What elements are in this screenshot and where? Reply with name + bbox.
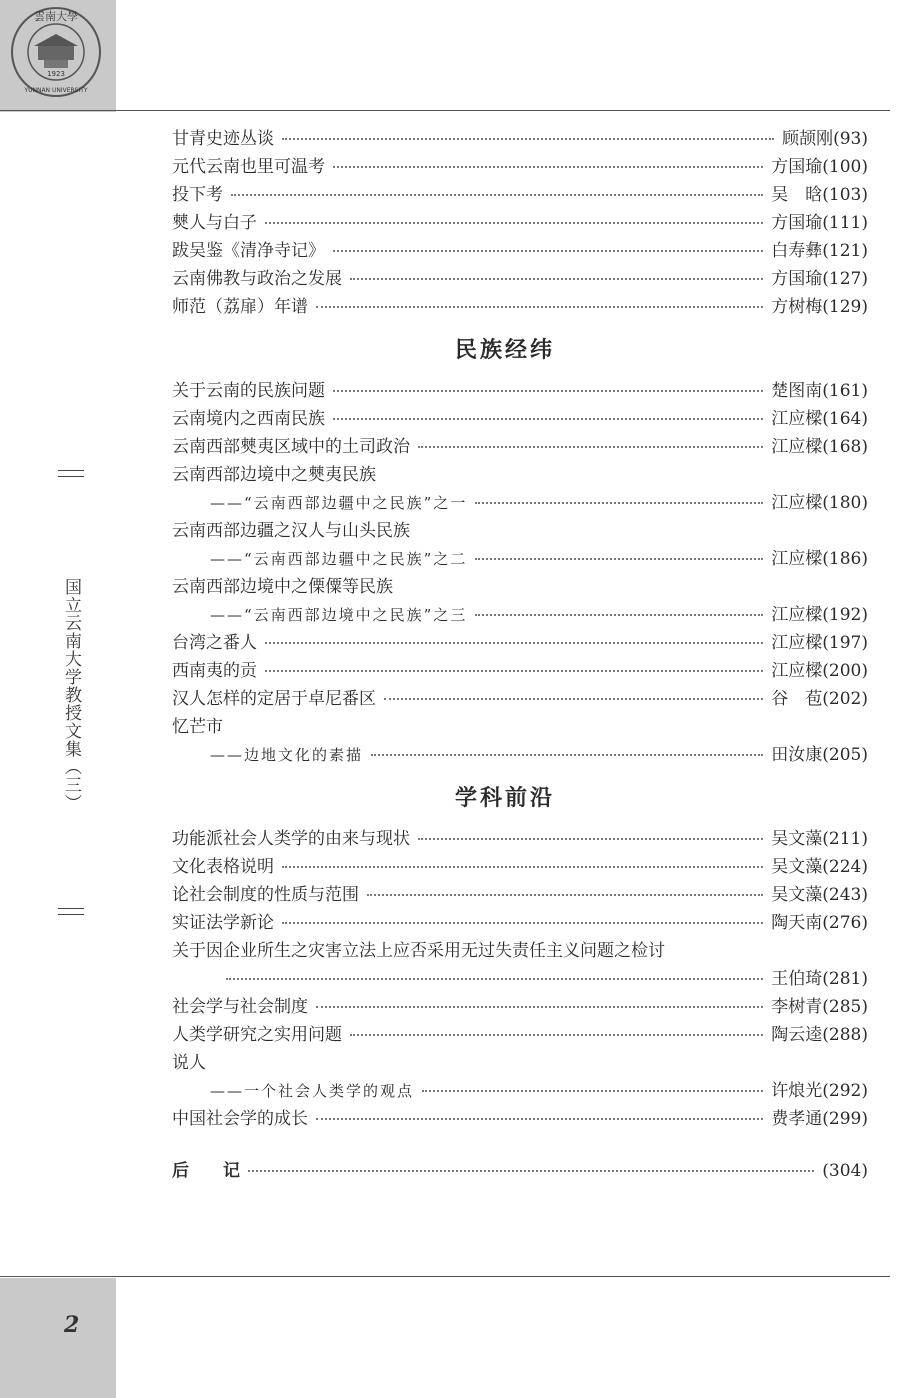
toc-entry[interactable] (172, 880, 868, 908)
leader-dots (475, 557, 763, 560)
toc-entry-title-line[interactable] (172, 936, 868, 964)
entry-author: 方国瑜 (771, 157, 823, 177)
toc-entry[interactable] (172, 628, 868, 656)
entry-page: (192) (822, 605, 868, 625)
leader-dots (371, 753, 763, 756)
leader-dots (384, 697, 763, 700)
entry-page: (276) (822, 913, 868, 933)
entry-page: (304) (822, 1161, 868, 1181)
entry-page: (243) (822, 885, 868, 905)
entry-title: 论社会制度的性质与范围 (172, 885, 359, 905)
leader-dots (265, 669, 763, 672)
entry-page: (121) (822, 241, 868, 261)
toc-entry[interactable] (172, 404, 868, 432)
toc-entry-subtitle-line[interactable] (172, 1076, 868, 1104)
leader-dots (418, 445, 763, 448)
entry-author: 江应樑 (771, 633, 823, 653)
entry-author: 楚图南 (771, 381, 823, 401)
leader-dots (333, 417, 763, 420)
entry-author: 江应樑 (771, 661, 823, 681)
entry-author: 陶天南 (771, 913, 823, 933)
footer-rule (0, 1276, 890, 1277)
entry-page: (168) (822, 437, 868, 457)
leader-dots (282, 921, 763, 924)
entry-title: 后 记 (172, 1161, 240, 1181)
entry-page: (197) (822, 633, 868, 653)
entry-page: (161) (822, 381, 868, 401)
toc-entry[interactable] (172, 292, 868, 320)
entry-author: 顾颉刚 (782, 129, 834, 149)
toc-entry-title-line[interactable] (172, 712, 868, 740)
entry-page: (164) (822, 409, 868, 429)
logo-chinese: 雲南大學 (34, 10, 78, 23)
toc-entry[interactable] (172, 180, 868, 208)
entry-page: (292) (822, 1081, 868, 1101)
entry-author: 吴 晗 (771, 185, 823, 205)
entry-title: 西南夷的贡 (172, 661, 257, 681)
entry-author: 江应樑 (771, 605, 823, 625)
entry-title: 台湾之番人 (172, 633, 257, 653)
toc-entry[interactable] (172, 264, 868, 292)
logo-year: 1923 (47, 70, 65, 78)
entry-title: 人类学研究之实用问题 (172, 1025, 342, 1045)
entry-subtitle: ——“云南西部边疆中之民族”之一 (210, 494, 468, 512)
entry-page: (93) (833, 129, 868, 149)
entry-title: 文化表格说明 (172, 857, 274, 877)
entry-page: (281) (822, 969, 868, 989)
page-number: 2 (64, 1312, 80, 1338)
leader-dots (333, 389, 763, 392)
entry-page: (224) (822, 857, 868, 877)
entry-title: 忆芒市 (172, 717, 223, 737)
entry-author: 李树青 (771, 997, 823, 1017)
entry-page: (127) (822, 269, 868, 289)
entry-page: (285) (822, 997, 868, 1017)
entry-page: (211) (822, 829, 868, 849)
toc-entry-subtitle-line[interactable] (172, 544, 868, 572)
entry-subtitle: ——一个社会人类学的观点 (210, 1082, 415, 1100)
entry-title: 师范（荔扉）年谱 (172, 297, 308, 317)
section-heading: 学科前沿 (454, 785, 555, 811)
entry-author: 江应樑 (771, 437, 823, 457)
entry-title: 云南境内之西南民族 (172, 409, 325, 429)
entry-title: 汉人怎样的定居于卓尼番区 (172, 689, 376, 709)
header-rule (0, 110, 890, 111)
entry-author: 田汝康 (771, 745, 823, 765)
entry-title: 社会学与社会制度 (172, 997, 308, 1017)
toc-entry[interactable] (172, 236, 868, 264)
entry-page: (129) (822, 297, 868, 317)
entry-author: 吴文藻 (771, 885, 823, 905)
leader-dots (475, 613, 763, 616)
entry-title: 元代云南也里可温考 (172, 157, 325, 177)
toc-entry-title-line[interactable] (172, 460, 868, 488)
entry-title: 跋吴鉴《清净寺记》 (172, 241, 325, 261)
side-title: 国立云南大学教授文集（三） (61, 578, 81, 812)
leader-dots (265, 641, 763, 644)
leader-dots (248, 1169, 814, 1172)
toc-entry[interactable] (172, 656, 868, 684)
toc-entry-postscript[interactable] (172, 1156, 868, 1184)
leader-dots (316, 1005, 763, 1008)
entry-title: 中国社会学的成长 (172, 1109, 308, 1129)
entry-author: 陶云逵 (771, 1025, 823, 1045)
entry-author: 江应樑 (771, 549, 823, 569)
leader-dots (422, 1089, 763, 1092)
leader-dots (367, 893, 763, 896)
entry-page: (205) (822, 745, 868, 765)
corner-shade-bottom (0, 1278, 116, 1398)
leader-dots (265, 221, 763, 224)
leader-dots (333, 249, 763, 252)
leader-dots (316, 1117, 763, 1120)
entry-author: 王伯琦 (771, 969, 823, 989)
entry-page: (186) (822, 549, 868, 569)
entry-author: 谷 苞 (771, 689, 823, 709)
entry-author: 许烺光 (771, 1081, 823, 1101)
university-logo (10, 6, 102, 98)
toc-entry-title-line[interactable] (172, 572, 868, 600)
entry-author: 方树梅 (771, 297, 823, 317)
toc-entry-continuation[interactable] (172, 964, 868, 992)
entry-page: (103) (822, 185, 868, 205)
toc-entry[interactable] (172, 908, 868, 936)
entry-title: 实证法学新论 (172, 913, 274, 933)
leader-dots (282, 137, 774, 140)
leader-dots (333, 165, 763, 168)
toc-entry[interactable] (172, 1020, 868, 1048)
entry-author: 方国瑜 (771, 213, 823, 233)
entry-page: (180) (822, 493, 868, 513)
logo-english: YUNNAN UNIVERSITY (24, 87, 88, 94)
leader-dots (231, 193, 763, 196)
toc-entry-subtitle-line[interactable] (172, 488, 868, 516)
entry-title: 云南西部僰夷区域中的土司政治 (172, 437, 410, 457)
leader-dots (475, 501, 763, 504)
leader-dots (418, 837, 763, 840)
leader-dots (316, 305, 763, 308)
side-mark-lower (58, 908, 84, 915)
spacer (172, 1132, 868, 1156)
entry-page: (299) (822, 1109, 868, 1129)
section-heading: 民族经纬 (454, 337, 555, 363)
entry-page: (111) (822, 213, 868, 233)
toc-entry-subtitle-line[interactable] (172, 740, 868, 768)
toc-entry-subtitle-line[interactable] (172, 600, 868, 628)
toc-entry-title-line[interactable] (172, 516, 868, 544)
toc-entry[interactable] (172, 1104, 868, 1132)
entry-subtitle: ——“云南西部边疆中之民族”之二 (210, 550, 468, 568)
leader-dots (350, 1033, 763, 1036)
entry-title: 云南西部边疆之汉人与山头民族 (172, 521, 410, 541)
toc-entry[interactable] (172, 992, 868, 1020)
toc-entry[interactable] (172, 152, 868, 180)
entry-title: 投下考 (172, 185, 223, 205)
entry-page: (202) (822, 689, 868, 709)
toc-entry[interactable] (172, 432, 868, 460)
leader-dots (282, 865, 763, 868)
entry-title: 功能派社会人类学的由来与现状 (172, 829, 410, 849)
toc-entry[interactable] (172, 684, 868, 712)
entry-author: 吴文藻 (771, 829, 823, 849)
leader-dots (226, 977, 763, 980)
entry-title: 甘青史迹丛谈 (172, 129, 274, 149)
table-of-contents (172, 124, 868, 1184)
entry-author: 江应樑 (771, 409, 823, 429)
entry-title: 云南西部边境中之傈僳等民族 (172, 577, 393, 597)
leader-dots (350, 277, 763, 280)
entry-subtitle: ——“云南西部边境中之民族”之三 (210, 606, 468, 624)
entry-author: 江应樑 (771, 493, 823, 513)
entry-author: 白寿彝 (771, 241, 823, 261)
toc-entry[interactable] (172, 124, 868, 152)
entry-title: 关于因企业所生之灾害立法上应否采用无过失责任主义问题之检讨 (172, 941, 665, 961)
entry-page: (200) (822, 661, 868, 681)
entry-author: 方国瑜 (771, 269, 823, 289)
entry-title: 说人 (172, 1053, 206, 1073)
entry-author: 吴文藻 (771, 857, 823, 877)
entry-title: 云南西部边境中之僰夷民族 (172, 465, 376, 485)
toc-entry-title-line[interactable] (172, 1048, 868, 1076)
entry-title: 关于云南的民族问题 (172, 381, 325, 401)
entry-author: 费孝通 (771, 1109, 823, 1129)
toc-entry[interactable] (172, 376, 868, 404)
entry-subtitle: ——边地文化的素描 (210, 746, 364, 764)
side-mark-upper (58, 470, 84, 477)
entry-page: (288) (822, 1025, 868, 1045)
toc-entry[interactable] (172, 208, 868, 236)
toc-entry[interactable] (172, 852, 868, 880)
entry-title: 僰人与白子 (172, 213, 257, 233)
entry-title: 云南佛教与政治之发展 (172, 269, 342, 289)
toc-entry[interactable] (172, 824, 868, 852)
entry-page: (100) (822, 157, 868, 177)
